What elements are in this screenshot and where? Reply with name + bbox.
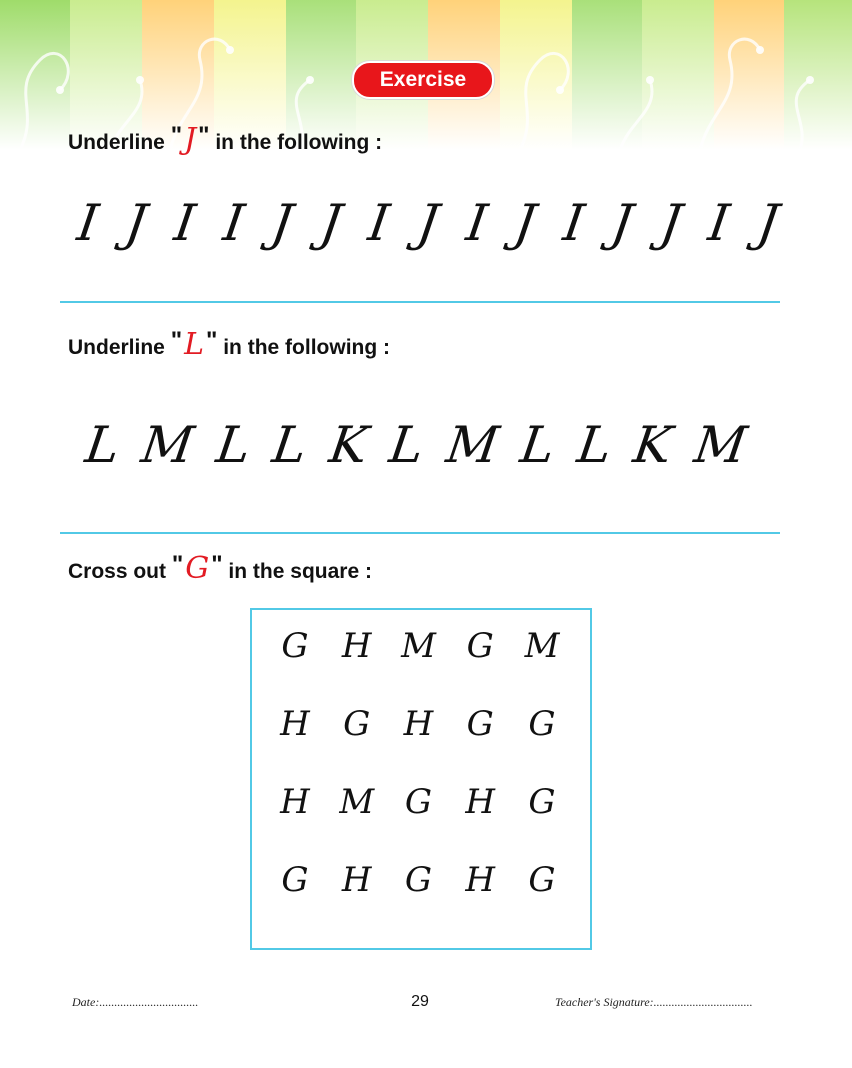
grid-row	[266, 626, 571, 666]
cursive-letter-1: M	[138, 416, 198, 474]
cursive-letter-10: I	[559, 194, 588, 252]
cursive-letter-5: J	[316, 194, 345, 252]
letter-row-l	[81, 410, 750, 480]
grid-letter[interactable]: G	[404, 860, 433, 900]
grid-letter[interactable]: G	[466, 704, 494, 744]
cursive-letter-11: J	[607, 194, 637, 252]
cursive-letter-1: J	[122, 194, 151, 252]
cursive-letter-3: L	[269, 416, 311, 474]
cursive-letter-2: I	[171, 194, 199, 252]
target-letter-l: L	[184, 327, 204, 362]
instruction-suffix: in the following :	[209, 131, 383, 154]
instruction-cross-out-g: Cross out "G" in the square :	[68, 551, 372, 586]
target-letter-g: G	[185, 551, 210, 586]
grid-letter[interactable]: G	[343, 704, 371, 744]
date-field: Date:.................................	[72, 995, 199, 1009]
grid-letter[interactable]: G	[404, 782, 433, 822]
section-divider	[60, 301, 780, 303]
exercise-badge: Exercise	[352, 61, 494, 99]
cursive-letter-9: J	[510, 194, 540, 252]
cursive-letter-4: K	[325, 416, 372, 474]
instruction-prefix: Underline	[68, 336, 171, 359]
cursive-letter-4: J	[267, 194, 297, 252]
letter-row-j	[73, 188, 782, 258]
grid-letter[interactable]: H	[280, 782, 310, 822]
grid-letter[interactable]: H	[341, 626, 372, 666]
grid-letter[interactable]: G	[528, 782, 556, 822]
grid-letter[interactable]: M	[401, 626, 436, 666]
cursive-letter-0: L	[81, 416, 124, 474]
cursive-letter-12: J	[656, 194, 685, 252]
letter-square	[250, 608, 592, 950]
grid-letter[interactable]: G	[466, 626, 494, 666]
teacher-signature-field: Teacher's Signature:.................................	[555, 995, 753, 1009]
cursive-letter-2: L	[212, 416, 255, 474]
grid-letter[interactable]: G	[281, 860, 309, 900]
cursive-letter-7: L	[517, 416, 559, 474]
section-divider	[60, 532, 780, 534]
cursive-letter-6: M	[442, 416, 503, 474]
grid-letter[interactable]: H	[403, 704, 434, 744]
cursive-letter-7: J	[413, 194, 442, 252]
instruction-prefix: Underline	[68, 131, 171, 154]
grid-row	[266, 860, 571, 900]
instruction-suffix: in the square :	[222, 560, 372, 583]
cursive-letter-8: I	[462, 194, 491, 252]
cursive-letter-13: I	[705, 194, 734, 252]
cursive-letter-5: L	[386, 416, 428, 474]
grid-letter[interactable]: M	[339, 782, 375, 822]
grid-letter[interactable]: G	[528, 860, 556, 900]
grid-letter[interactable]: M	[524, 626, 560, 666]
grid-letter[interactable]: H	[280, 704, 310, 744]
grid-letter[interactable]: G	[281, 626, 309, 666]
cursive-letter-6: I	[365, 194, 394, 252]
instruction-suffix: in the following :	[217, 336, 391, 359]
instruction-prefix: Cross out	[68, 560, 172, 583]
instruction-underline-j: Underline "J" in the following :	[68, 122, 383, 157]
grid-letter[interactable]: H	[341, 860, 372, 900]
target-letter-j: J	[184, 122, 197, 157]
cursive-letter-14: J	[753, 194, 782, 252]
grid-letter[interactable]: H	[465, 860, 496, 900]
instruction-underline-l: Underline "L" in the following :	[68, 327, 391, 362]
cursive-letter-0: I	[73, 194, 102, 252]
page-number: 29	[411, 993, 429, 1010]
cursive-letter-9: K	[630, 416, 676, 474]
cursive-letter-8: L	[573, 416, 615, 474]
grid-letter[interactable]: H	[465, 782, 496, 822]
grid-letter[interactable]: G	[528, 704, 556, 744]
cursive-letter-10: M	[690, 416, 750, 474]
grid-row	[266, 782, 571, 822]
cursive-letter-3: I	[219, 194, 248, 252]
grid-row	[266, 704, 571, 744]
